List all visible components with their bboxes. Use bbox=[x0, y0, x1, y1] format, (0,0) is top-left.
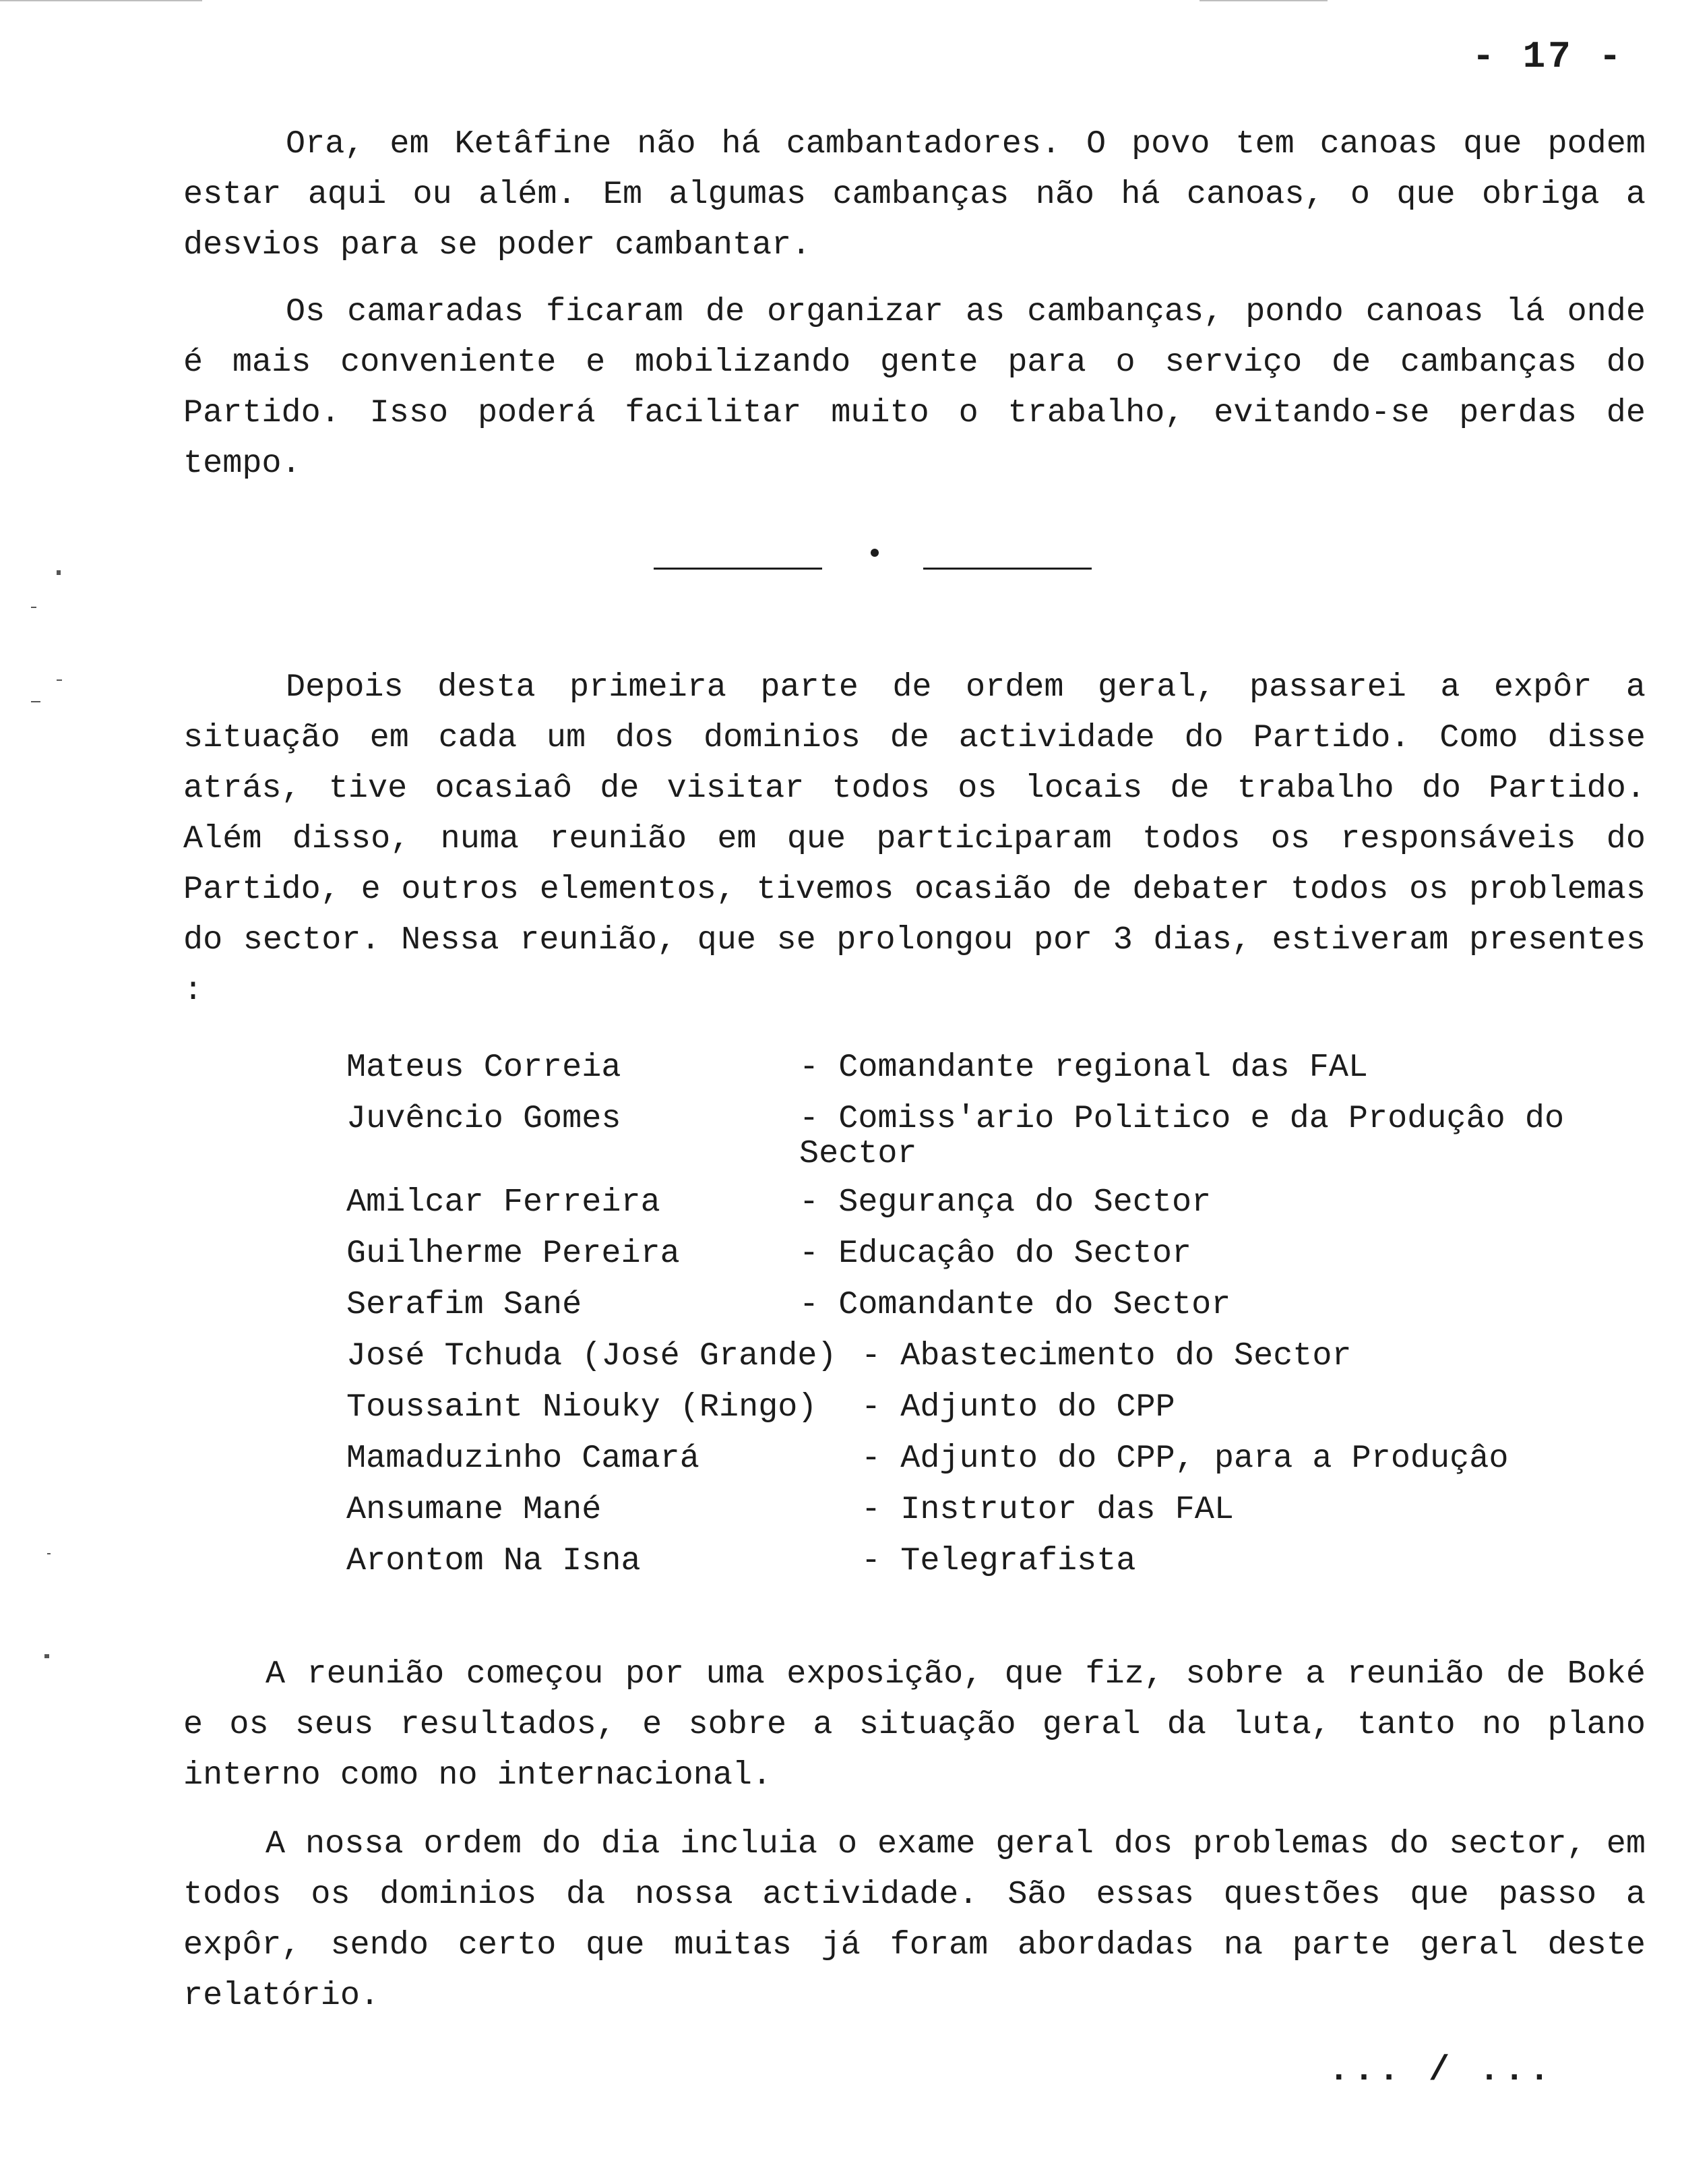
paragraph-cambancas: Ora, em Ketâfine não há cambantadores. O povo tem canoas que podem estar aqui ou além. Em algumas cambanças não há canoas, o que obriga a desvios para se poder cambantar. bbox=[183, 125, 1646, 264]
margin-speck bbox=[44, 1654, 49, 1658]
paragraph-organizacao-cambancas: Os camaradas ficaram de organizar as cambanças, pondo canoas lá onde é mais conveniente e mobilizando gente para o serviço de cambanças do Partido. Isso poderá facilitar muito o trabalho, evitando-se perdas de tempo. bbox=[183, 293, 1646, 482]
attendee-name: Juvêncio Gomes bbox=[346, 1100, 621, 1137]
attendee-name: Amilcar Ferreira bbox=[346, 1184, 660, 1221]
attendee-name: José Tchuda (José Grande) bbox=[346, 1337, 837, 1374]
attendee-role: - Comandante do Sector bbox=[799, 1286, 1231, 1323]
separator-dot bbox=[871, 549, 879, 557]
attendee-role: - Adjunto do CPP bbox=[861, 1389, 1175, 1426]
margin-speck bbox=[47, 1553, 51, 1554]
paragraph-reuniao-boke: A reunião começou por uma exposição, que fiz, sobre a reunião de Boké e os seus resultados, e sobre a situação geral da luta, tanto no plano interno como no internacional. bbox=[183, 1656, 1646, 1794]
attendee-name: Mateus Correia bbox=[346, 1049, 621, 1086]
margin-speck bbox=[57, 570, 61, 575]
attendee-name: Mamaduzinho Camará bbox=[346, 1440, 699, 1477]
attendee-name: Toussaint Niouky (Ringo) bbox=[346, 1389, 817, 1426]
continuation-mark: ... / ... bbox=[1328, 2051, 1554, 2090]
attendee-role: - Comandante regional das FAL bbox=[799, 1049, 1369, 1086]
attendee-name: Serafim Sané bbox=[346, 1286, 582, 1323]
attendee-role: - Abastecimento do Sector bbox=[861, 1337, 1352, 1374]
separator-rule-left bbox=[654, 568, 822, 570]
attendee-role: - Segurança do Sector bbox=[799, 1184, 1212, 1221]
paragraph-ordem-do-dia: A nossa ordem do dia incluia o exame geral dos problemas do sector, em todos os dominios da nossa actividade. São essas questões que passo a expôr, sendo certo que muitas já foram abordadas na parte geral deste relatório. bbox=[183, 1825, 1646, 2014]
attendee-role: - Educaçâo do Sector bbox=[799, 1235, 1192, 1272]
attendee-role: - Instrutor das FAL bbox=[861, 1491, 1234, 1528]
margin-speck bbox=[31, 607, 36, 608]
margin-speck bbox=[31, 701, 40, 702]
margin-speck bbox=[57, 679, 62, 681]
section-separator bbox=[654, 543, 1112, 570]
attendee-role: - Comiss'ario Politico e da Produçâo do Sector bbox=[799, 1100, 1565, 1172]
attendee-name: Arontom Na Isna bbox=[346, 1542, 641, 1579]
page-number: - 17 - bbox=[1472, 35, 1624, 78]
attendee-role: - Telegrafista bbox=[861, 1542, 1136, 1579]
attendee-role: - Adjunto do CPP, para a Produçâo bbox=[861, 1440, 1509, 1477]
top-edge-line-left bbox=[0, 0, 202, 1]
top-edge-line-right bbox=[1200, 0, 1328, 1]
paragraph-situacao-sector: Depois desta primeira parte de ordem geral, passarei a expôr a situação em cada um dos dominios de actividade do Partido. Como disse atrás, tive ocasiaô de visitar todos os locais de trabalho do Partido. Além disso, numa reunião em que participaram todos os responsáveis do Partido, e outros elementos, tivemos ocasião de debater todos os problemas do sector. Nessa reunião, que se prolongou por 3 dias, estiveram presentes : bbox=[183, 669, 1646, 1009]
attendee-name: Guilherme Pereira bbox=[346, 1235, 680, 1272]
attendee-name: Ansumane Mané bbox=[346, 1491, 602, 1528]
separator-rule-right bbox=[923, 568, 1092, 570]
